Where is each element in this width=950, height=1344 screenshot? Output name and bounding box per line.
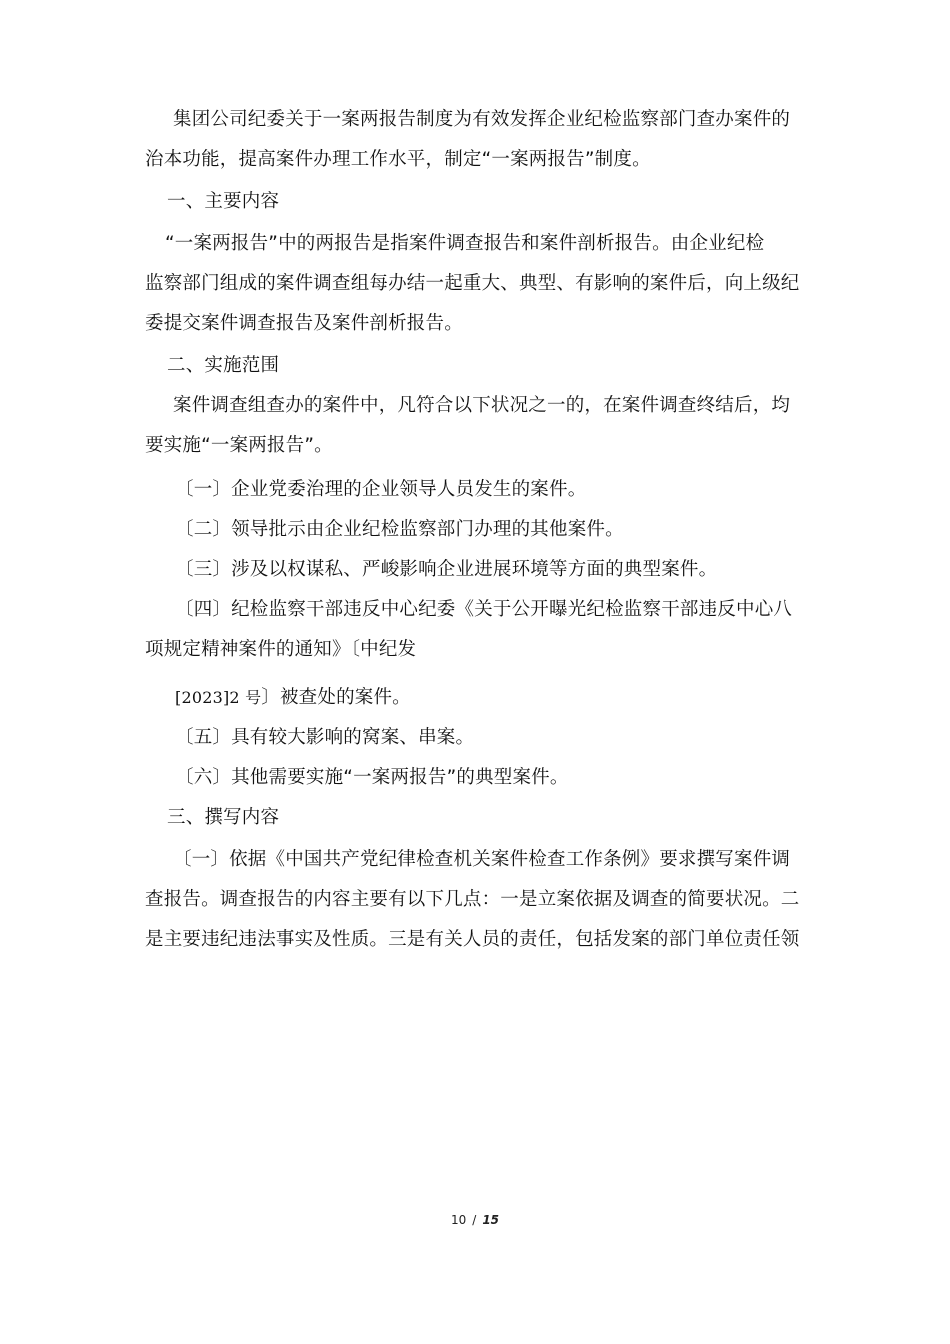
paragraph-writing-line-3: 是主要违纪违法事实及性质。三是有关人员的责任，包括发案的部门单位责任领 — [145, 929, 800, 950]
list-item-2: 〔二〕领导批示由企业纪检监察部门办理的其他案件。 — [175, 519, 624, 540]
current-page-number: 10 — [450, 1213, 467, 1227]
heading-scope: 二、实施范围 — [167, 355, 280, 376]
list-item-6: 〔六〕其他需要实施“一案两报告”的典型案件。 — [175, 767, 569, 788]
paragraph-intro-line-1: 集团公司纪委关于一案两报告制度为有效发挥企业纪检监察部门查办案件的 — [173, 109, 791, 130]
paragraph-scope-line-2: 要实施“一案两报告”。 — [145, 435, 333, 456]
paragraph-scope-line-1: 案件调查组查办的案件中，凡符合以下状况之一的，在案件调查终结后，均 — [173, 395, 791, 416]
list-item-4-line-3-rest: 〕被查处的案件。 — [261, 687, 411, 708]
paragraph-definition-line-3: 委提交案件调查报告及案件剖析报告。 — [145, 313, 463, 334]
heading-main-content: 一、主要内容 — [167, 191, 280, 212]
list-item-4-line-2: 项规定精神案件的通知》〔中纪发 — [145, 639, 417, 660]
list-item-4-line-3 — [145, 678, 810, 718]
paragraph-writing-line-2: 查报告。调查报告的内容主要有以下几点：一是立案依据及调查的简要状况。二 — [145, 889, 800, 910]
paragraph-definition-line-1: “一案两报告”中的两报告是指案件调查报告和案件剖析报告。由企业纪检 — [165, 233, 765, 254]
list-item-1: 〔一〕企业党委治理的企业领导人员发生的案件。 — [175, 479, 587, 500]
heading-writing-content: 三、撰写内容 — [167, 807, 280, 828]
list-item-4-line-1: 〔四〕纪检监察干部违反中心纪委《关于公开曝光纪检监察干部违反中心八 — [175, 599, 793, 620]
page-footer — [0, 1213, 950, 1227]
list-item-5: 〔五〕具有较大影响的窝案、串案。 — [175, 727, 475, 748]
paragraph-intro-line-2: 治本功能，提高案件办理工作水平，制定“一案两报告”制度。 — [145, 149, 651, 170]
document-number: [2023]2 号 — [175, 688, 262, 707]
document-body — [145, 100, 810, 960]
list-item-3: 〔三〕涉及以权谋私、严峻影响企业进展环境等方面的典型案件。 — [175, 559, 718, 580]
paragraph-writing-line-1: 〔一〕依据《中国共产党纪律检查机关案件检查工作条例》要求撰写案件调 — [173, 849, 791, 870]
paragraph-definition-line-2: 监察部门组成的案件调查组每办结一起重大、典型、有影响的案件后，向上级纪 — [145, 273, 800, 294]
total-pages-number: 15 — [482, 1213, 500, 1227]
page-separator: / — [472, 1213, 477, 1227]
